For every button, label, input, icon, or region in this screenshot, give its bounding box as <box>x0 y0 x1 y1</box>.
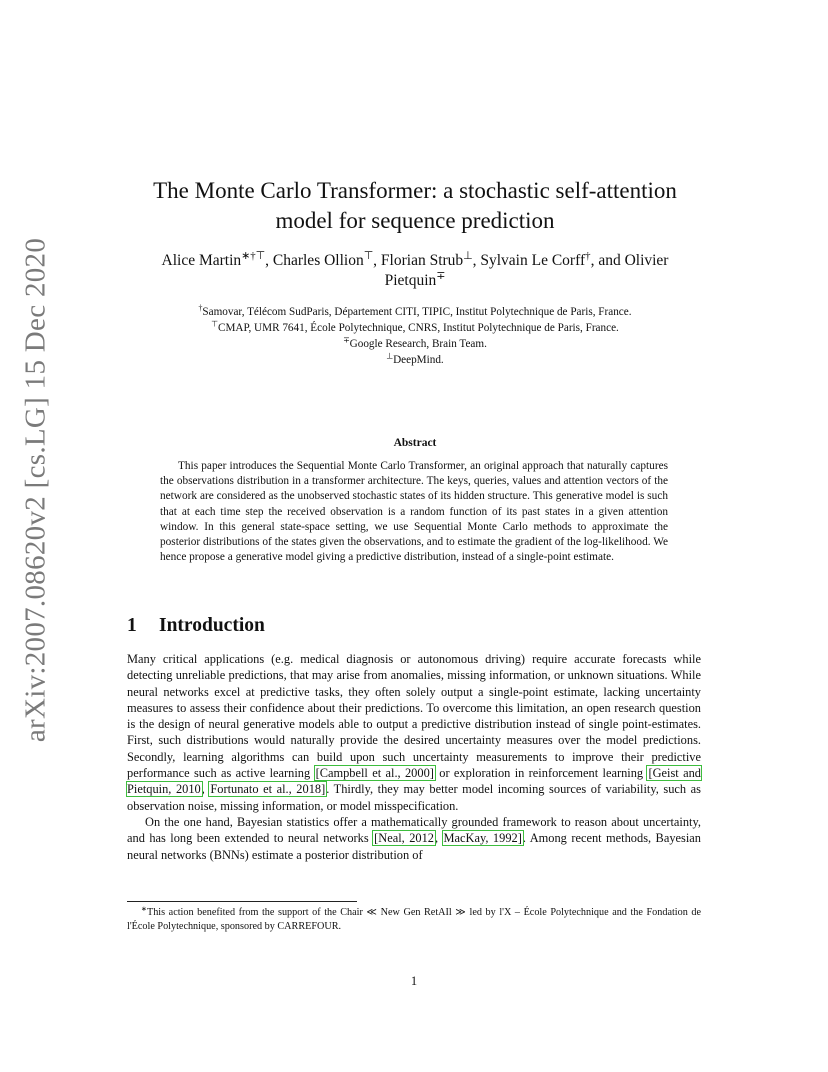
paragraph-text: On the one hand, Bayesian statistics offer a mathematically grounded framework to reason about uncertainty, and has long been extended to neural networks <box>127 814 701 846</box>
footnote-text: This action benefited from the support of the Chair ≪ New Gen RetAIl ≫ led by l'X – École Polytechnique and the Fondation de l'École Polytechnique, sponsored by CARREFOUR. <box>127 907 701 932</box>
paragraph-text: or exploration in reinforcement learning <box>434 766 648 781</box>
affiliation-mark: ⊤ <box>211 319 218 329</box>
paper-title <box>120 176 710 236</box>
paragraph-text: , <box>201 782 210 797</box>
affiliation-mark: † <box>198 303 203 313</box>
section-number: 1 <box>127 615 137 636</box>
author-name: , Charles Ollion <box>265 252 364 269</box>
affiliation <box>120 336 710 352</box>
affiliations <box>120 304 710 368</box>
citation-link[interactable]: [Geist and Pietquin, 2010 <box>127 766 701 797</box>
author-marks: ∗†⊤ <box>241 250 266 263</box>
author-marks: ∓ <box>436 270 446 283</box>
affiliation-mark: ⊥ <box>386 351 394 361</box>
citation-link[interactable]: MacKay, 1992] <box>443 831 522 846</box>
paragraph <box>127 651 701 814</box>
authors-line-2 <box>120 271 710 291</box>
paragraph-text: , <box>434 831 443 846</box>
affiliation-text: CMAP, UMR 7641, École Polytechnique, CNRS, Institut Polytechnique de Paris, France. <box>217 322 619 334</box>
author-marks: ⊤ <box>363 250 374 263</box>
author-marks: † <box>585 250 591 263</box>
title-line-2: model for sequence prediction <box>275 208 555 233</box>
arxiv-id: arXiv:2007.08620v2 [cs.LG] 15 Dec 2020 <box>19 237 52 743</box>
authors-line-1 <box>120 251 710 271</box>
author-name: Alice Martin <box>161 252 242 269</box>
paragraph-text: . Among recent methods, Bayesian neural networks (BNNs) estimate a posterior distribution of <box>127 831 701 862</box>
citation-link[interactable]: [Campbell et al., 2000] <box>315 766 434 781</box>
abstract-text: This paper introduces the Sequential Monte Carlo Transformer, an original approach that naturally captures the observations distribution in a transformer architecture. The keys, queries, values and attention vectors of the network are considered as the unobserved stochastic states of its hidden structure. This generative model is such that at each time step the received observation is a random function of its past states in a given attention window. In this general state-space setting, we use Sequential Monte Carlo methods to approximate the posterior distributions of the states given the observations, and to estimate the gradient of the log-likelihood. We hence propose a generative model giving a predictive distribution, instead of a single-point estimate. <box>160 460 668 564</box>
section-heading <box>127 615 265 637</box>
page-number: 1 <box>410 974 418 988</box>
author-marks: ⊥ <box>463 250 473 263</box>
citation-link[interactable]: [Neal, 2012 <box>374 831 434 846</box>
affiliation-text: DeepMind. <box>393 354 444 366</box>
paragraph-text: Many critical applications (e.g. medical diagnosis or autonomous driving) require accurate forecasts while detecting unreliable predictions, that may arise from anomalies, missing information, or unknown situations. While neural networks excel at predictive tasks, they often solely output a single-point estimate, lacking uncertainty measures to assess their confidence about their predictions. To overcome this limitation, an open research question is the design of neural generative models able to output a predictive distribution instead of single point-estimates. First, such distributions would naturally provide the desired uncertainty measures over the model predictions. Secondly, learning algorithms can build upon such uncertainty measurements to improve their predictive performance such as active learning <box>127 652 701 781</box>
footnote <box>127 906 701 933</box>
arxiv-stamp <box>14 237 58 743</box>
author-name: , Florian Strub <box>373 252 464 269</box>
author-name: Pietquin <box>384 272 437 289</box>
affiliation <box>120 304 710 320</box>
author-list <box>120 251 710 291</box>
paragraph-text: . Thirdly, they may better model incoming sources of variability, such as observation noise, missing information, or model misspecification. <box>127 782 701 813</box>
title-line-1: The Monte Carlo Transformer: a stochastic self-attention <box>153 178 677 203</box>
author-name: , and Olivier <box>590 252 669 269</box>
abstract-heading: Abstract <box>393 437 437 449</box>
affiliation-mark: ∓ <box>343 335 350 345</box>
paragraph <box>127 814 701 863</box>
affiliation-text: Google Research, Brain Team. <box>349 338 487 350</box>
affiliation <box>120 320 710 336</box>
citation-link[interactable]: Fortunato et al., 2018] <box>210 782 326 797</box>
section-title: Introduction <box>159 615 265 636</box>
affiliation <box>120 352 710 368</box>
footnote-rule <box>127 901 357 902</box>
footnote-mark: ∗ <box>141 905 147 914</box>
author-name: , Sylvain Le Corff <box>472 252 586 269</box>
introduction-body <box>127 651 701 863</box>
affiliation-text: Samovar, Télécom SudParis, Département CITI, TIPIC, Institut Polytechnique de Paris, France. <box>202 306 632 318</box>
